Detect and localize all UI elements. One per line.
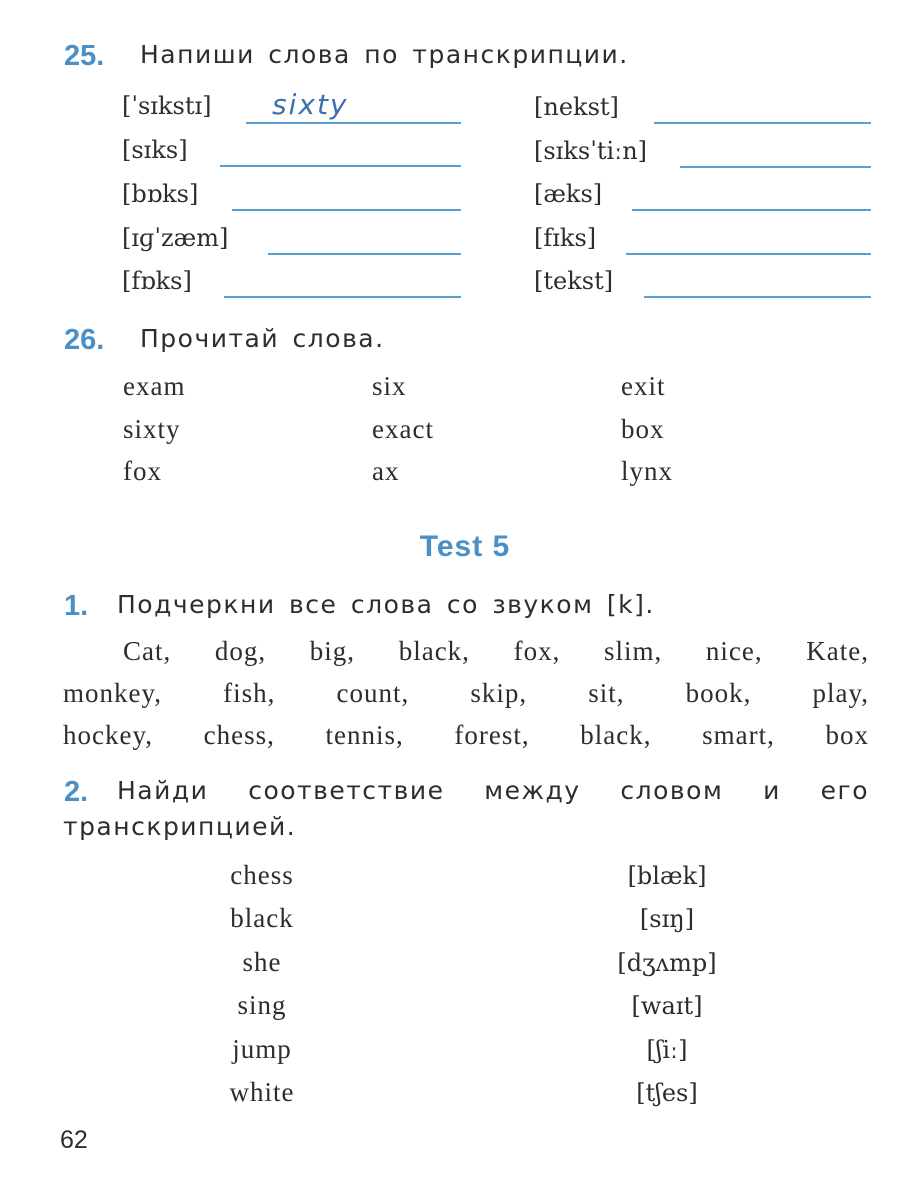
match-transcription[interactable]: [sɪŋ]	[639, 905, 695, 933]
text-line: Cat, dog, big, black, fox, slim, nice, Kate,	[123, 636, 869, 666]
transcription-right-5: [tekst]	[534, 267, 614, 295]
match-word[interactable]: sing	[237, 990, 287, 1020]
test-task-1-number: 1.	[64, 590, 89, 622]
answer-line-left-4[interactable]	[268, 253, 461, 255]
answer-line-left-5[interactable]	[224, 296, 461, 298]
word-list-item: fox	[123, 456, 162, 486]
transcription-right-3: [æks]	[534, 180, 603, 208]
answer-left-1: sixty	[272, 88, 349, 121]
task-25-number: 25.	[64, 40, 105, 72]
answer-line-right-5[interactable]	[644, 296, 871, 298]
task-25-title: Напиши слова по транскрипции.	[140, 40, 629, 69]
transcription-left-4: [ɪɡˈzæm]	[122, 224, 229, 252]
transcription-left-2: [sɪks]	[122, 136, 188, 164]
match-transcription[interactable]: [blæk]	[627, 862, 707, 890]
answer-line-right-3[interactable]	[632, 209, 871, 211]
test-task-2-number: 2.	[64, 776, 89, 808]
answer-line-left-2[interactable]	[220, 165, 461, 167]
test-task-2-title: Найди соответствие между словом и его	[117, 776, 869, 805]
text-line: monkey, fish, count, skip, sit, book, play,	[63, 678, 869, 708]
answer-line-right-4[interactable]	[626, 253, 871, 255]
match-word[interactable]: jump	[232, 1034, 292, 1064]
answer-line-left-1[interactable]	[246, 122, 461, 124]
match-word[interactable]: she	[242, 947, 282, 977]
task-26-title: Прочитай слова.	[140, 324, 385, 353]
match-word[interactable]: black	[230, 903, 294, 933]
word-list-item: exit	[621, 371, 666, 401]
transcription-left-5: [fɒks]	[122, 267, 192, 295]
test-title: Test 5	[419, 530, 511, 563]
match-word[interactable]: white	[229, 1077, 295, 1107]
answer-line-left-3[interactable]	[232, 209, 461, 211]
word-list-item: box	[621, 414, 665, 444]
word-list-item: six	[372, 371, 407, 401]
transcription-right-4: [fɪks]	[534, 224, 597, 252]
word-list-item: exact	[372, 414, 434, 444]
word-list-item: exam	[123, 371, 186, 401]
transcription-right-2: [sɪksˈtiːn]	[534, 137, 648, 165]
match-transcription[interactable]: [waɪt]	[631, 992, 703, 1020]
text-line: hockey, chess, tennis, forest, black, smart, box	[63, 720, 869, 750]
transcription-left-3: [bɒks]	[122, 180, 199, 208]
transcription-right-1: [nekst]	[534, 93, 619, 121]
match-word[interactable]: chess	[230, 860, 294, 890]
page-number: 62	[60, 1126, 88, 1154]
answer-line-right-2[interactable]	[680, 166, 871, 168]
match-transcription[interactable]: [dʒʌmp]	[617, 949, 717, 977]
answer-line-right-1[interactable]	[654, 122, 871, 124]
transcription-left-1: [ˈsɪkstɪ]	[122, 92, 212, 120]
word-list-item: sixty	[123, 414, 181, 444]
test-task-1-text	[63, 630, 869, 756]
test-task-1-title: Подчеркни все слова со звуком [k].	[117, 590, 655, 619]
word-list-item: ax	[372, 456, 400, 486]
match-transcription[interactable]: [tʃes]	[636, 1079, 698, 1107]
test-task-2-title-line2: транскрипцией.	[63, 812, 297, 841]
task-26-number: 26.	[64, 324, 105, 356]
match-transcription[interactable]: [ʃiː]	[646, 1036, 688, 1064]
word-list-item: lynx	[621, 456, 674, 486]
